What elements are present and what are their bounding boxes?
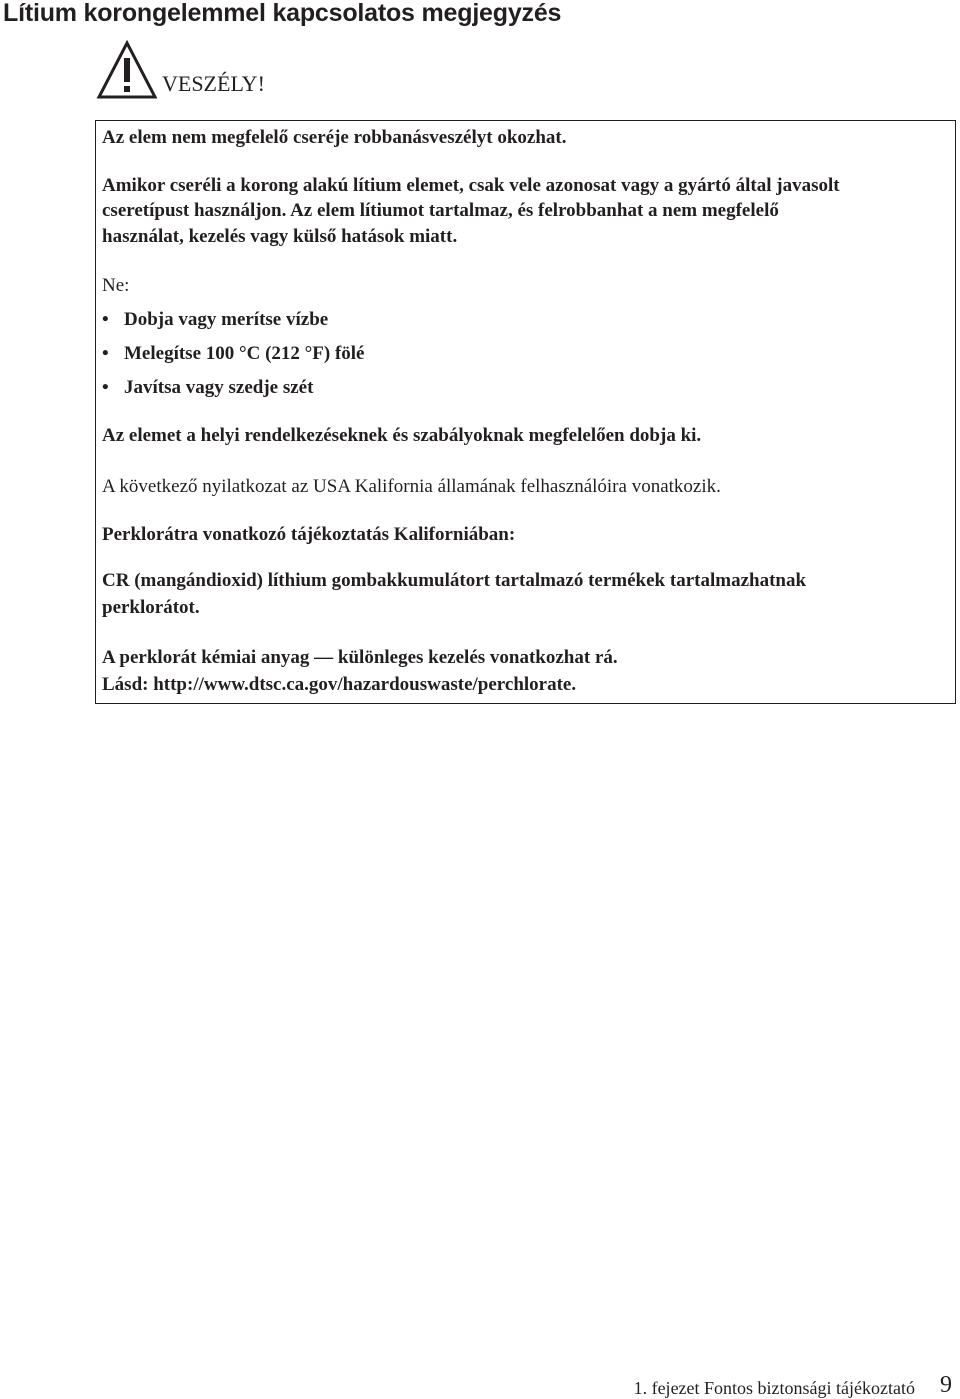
- list-item: [102, 341, 364, 366]
- warning-triangle-icon: [96, 40, 158, 100]
- warning-line: Az elem nem megfelelő cseréje robbanásveszélyt okozhat.: [102, 127, 567, 148]
- danger-label: VESZÉLY!: [162, 71, 265, 96]
- replacement-line-1: Amikor cseréli a korong alakú lítium elemet, csak vele azonosat vagy a gyártó által javasolt: [102, 175, 840, 196]
- replacement-line-2: cseretípust használjon. Az elem lítiumot tartalmaz, és felrobbanhat a nem megfelelő: [102, 200, 779, 221]
- bullet-icon: •: [102, 343, 109, 364]
- california-intro: A következő nyilatkozat az USA Kalifornia államának felhasználóira vonatkozik.: [102, 476, 721, 497]
- list-item: [102, 375, 313, 400]
- disposal-line: Az elemet a helyi rendelkezéseknek és szabályoknak megfelelően dobja ki.: [102, 425, 702, 446]
- list-item-text: Dobja vagy merítse vízbe: [124, 309, 329, 330]
- list-item-text: Melegítse 100 °C (212 °F) fölé: [124, 343, 365, 364]
- link-line: Lásd: http://www.dtsc.ca.gov/hazardouswaste/perchlorate.: [102, 674, 577, 695]
- bullet-icon: •: [102, 377, 109, 398]
- perchlorate-heading: Perklorátra vonatkozó tájékoztatás Kaliforniában:: [102, 524, 516, 545]
- perchlorate-line-2: perklorátot.: [102, 597, 200, 618]
- notice-box: [95, 120, 956, 704]
- handling-line: A perklorát kémiai anyag — különleges kezelés vonatkozhat rá.: [102, 647, 618, 668]
- list-item: [102, 307, 328, 332]
- danger-header: [96, 34, 265, 100]
- perchlorate-line-1: CR (mangándioxid) líthium gombakkumulátort tartalmazó termékek tartalmazhatnak: [102, 570, 807, 591]
- list-item-text: Javítsa vagy szedje szét: [124, 377, 314, 398]
- do-not-label: Ne:: [102, 275, 130, 296]
- footer-chapter: 1. fejezet Fontos biztonsági tájékoztató: [633, 1378, 915, 1398]
- bullet-icon: •: [102, 309, 109, 330]
- page-number: 9: [940, 1372, 952, 1398]
- replacement-line-3: használat, kezelés vagy külső hatások miatt.: [102, 226, 458, 247]
- page-title: Lítium korongelemmel kapcsolatos megjegyzés: [3, 0, 562, 27]
